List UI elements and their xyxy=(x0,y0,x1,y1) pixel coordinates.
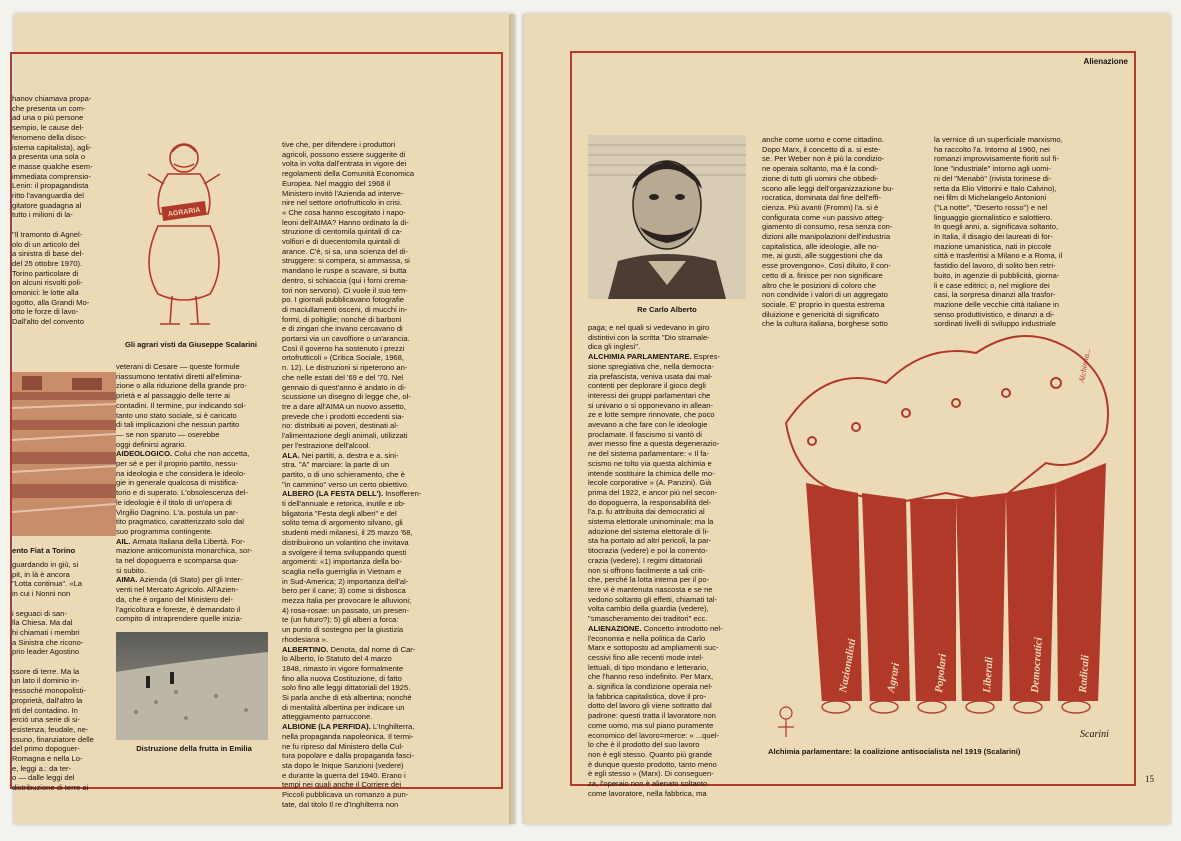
entry-heading-line xyxy=(282,722,454,732)
text-line: altro che le posizioni di coloro che xyxy=(762,280,876,290)
text-line: In quegli anni, a. significava soltanto, xyxy=(934,222,1059,232)
text-line: buito, in agenzie di pubblicità, giorna- xyxy=(934,270,1060,280)
text-line: fastidio del lavoro, di solito ben retri- xyxy=(934,261,1056,271)
text-line: esistenza, feudale, ne- xyxy=(12,724,89,734)
text-line: Ministero invitò l'Azienda ad interve- xyxy=(282,188,404,198)
cartoon-label-liberali: Liberali xyxy=(981,656,996,694)
text-line: oggi definirsi agrario. xyxy=(116,439,187,449)
text-line: na ideologia e che considera le ideolo- xyxy=(116,468,246,478)
text-line: e, leggi a.: da ter- xyxy=(12,763,72,773)
text-line: adozione del sistema elettorale di li- xyxy=(588,526,709,536)
text-line: come uomo, ma sul piano puramente xyxy=(588,720,714,730)
text-line: compito di intraprendere quelle inizia- xyxy=(116,614,243,624)
text-line: esse provengono». Così diluito, il con- xyxy=(762,261,891,271)
text-line: lla Chiesa. Ma dal xyxy=(12,618,73,628)
text-line: o — dalle leggi del xyxy=(12,773,75,783)
text-line: un punto di sostegno per la giustizia xyxy=(282,625,404,635)
text-line: venti nel Mercato Agricolo. All'Azien- xyxy=(116,585,239,595)
text-line: « Che cosa hanno escogitato i napo- xyxy=(282,207,406,217)
text-line: riassumono tentativi diretti all'elimina- xyxy=(116,371,242,381)
text-line: proclamate. Il fascismo si vantò di xyxy=(588,429,702,439)
text-line: non si offrono facilmente a tali criti- xyxy=(588,565,706,575)
text-line: l'agricoltura e foreste, è demandato il xyxy=(116,604,241,614)
entry-heading-line xyxy=(116,575,272,585)
text-line: prima del 1922, e ancor più nel secon- xyxy=(588,487,718,497)
text-line: dica gli inglesi". xyxy=(588,342,641,352)
text-line: hi chiamati i membri xyxy=(12,627,80,637)
text-line: "Il tramonto di Agnel- xyxy=(12,229,83,239)
text-line: 1848, rimasto in vigore formalmente xyxy=(282,663,404,673)
text-line: gitatore guadagna al xyxy=(12,200,82,210)
text-line: volta in volta dall'entrata in vigore dei xyxy=(282,159,407,169)
left-page xyxy=(14,14,514,824)
right-page-frame xyxy=(570,51,1136,798)
text-line: immediata comprensio- xyxy=(12,171,91,181)
text-line: tive che, per difendere i produttori xyxy=(282,140,396,149)
text-line: po. I giornali pubblicavano fotografie xyxy=(282,295,405,305)
text-line: sione spregiativa che, nella democra- xyxy=(588,361,714,371)
text-line: agricoli, possono essere suggerite di xyxy=(282,149,406,159)
frutta-photo xyxy=(116,632,268,740)
text-line: se. Per Weber non è più la condizio- xyxy=(762,154,885,164)
text-line: del 25 ottobre 1970). xyxy=(12,258,83,268)
text-line: ti dell'annuale e retorica, inutile e ob- xyxy=(282,499,406,509)
text-line: a svolgere il tema sviluppando questi xyxy=(282,547,407,557)
text-line: a Sinistra che ricono- xyxy=(12,637,84,647)
text-line: l'alimentazione degli animali, utilizzati xyxy=(282,431,408,441)
text-line: ortofrutticoli » (Critica Sociale, 1968, xyxy=(282,353,404,363)
text-line: me, ai gusti, alle suggestioni che da xyxy=(762,251,883,261)
text-line: portarsi via un cavolfiore o un'arancia. xyxy=(282,334,410,344)
cartoon-label-democratici: Democratici xyxy=(1029,636,1045,694)
text-line: l'economia e nella politica da Carlo xyxy=(588,633,706,643)
text-line: tre a dare all'AIMA un nuovo assetto, xyxy=(282,401,406,411)
text-line: ("La notte", "Deserto rosso") e nel xyxy=(934,202,1048,212)
text-line: ta nel dopoguerra e scomparsa qua- xyxy=(116,556,239,566)
text-line xyxy=(12,599,116,609)
right-col2-text xyxy=(762,135,926,329)
text-line: — se non sparuto — oserebbe xyxy=(116,429,220,439)
fiat-factory-photo xyxy=(12,372,116,536)
text-line: tutto i milioni di la- xyxy=(12,210,73,220)
text-line: ne del sistema parlamentare: « Il fa- xyxy=(588,449,710,459)
agrari-caricature xyxy=(134,134,234,334)
alchimia-cartoon xyxy=(766,323,1122,743)
text-line: mazione umanistica, nati in piccole xyxy=(934,241,1052,251)
right-page xyxy=(524,14,1170,824)
text-line: ze e lotte sempre rinnovate, che poco xyxy=(588,410,715,420)
text-line xyxy=(12,657,116,667)
text-line: in Sud-America; 2) importanza dell'al- xyxy=(282,576,409,586)
entry-heading-line xyxy=(282,451,454,461)
text-line: città e trasferitisi a Milano e a Roma, il xyxy=(934,251,1063,261)
text-line: Dopo Marx, il concetto di a. si este- xyxy=(762,144,881,154)
text-line: ne fu ripreso dal Ministero della Cul- xyxy=(282,741,404,751)
cartoon-corner-text: Alchimia... xyxy=(1077,347,1093,384)
entry-heading: ALBERTINO. xyxy=(282,644,331,654)
text-line: del primo dopoguer- xyxy=(12,744,80,754)
text-line: crazia (vedere). I regimi dittatoriali xyxy=(588,555,703,565)
text-line: volta cambio della guardia (vedere), xyxy=(588,604,709,614)
text-line: volfiori e di duecentomila quintali di xyxy=(282,237,400,247)
entry-heading: ALBERO (LA FESTA DELL'). xyxy=(282,489,386,499)
entry-heading-line xyxy=(588,352,752,362)
text-line: nei film di Michelangelo Antonioni xyxy=(934,193,1047,203)
text-line: n. 12). Le distruzioni si ripeterono an- xyxy=(282,363,408,373)
text-line: omonici: le lotte alla xyxy=(12,288,79,298)
text-line: ressoché monopolisti- xyxy=(12,686,86,696)
text-line: atteggiamento parruccone. xyxy=(282,712,373,722)
text-line: paga; e nel quali si vedevano in giro xyxy=(588,323,710,332)
entry-heading: AIL. xyxy=(116,536,133,546)
text-line: suo programma contingente. xyxy=(116,526,213,536)
text-line: contadini. Il termine, pur indicando sol- xyxy=(116,400,247,410)
text-line: retta da Elio Vittorini e Italo Calvino), xyxy=(934,183,1057,193)
text-line: ritto l'avanguardia del xyxy=(12,191,84,201)
entry-first-line: Denota, dal nome di Car- xyxy=(330,644,416,654)
text-line: di maciullamenti osceni, di mucchi in- xyxy=(282,304,408,314)
text-line: cienza. Più avanti (Fromm) l'a. si è xyxy=(762,202,879,212)
text-line: do dopoguerra, la responsabilità del- xyxy=(588,497,712,507)
text-line: "smascheramento dei traditori" ecc. xyxy=(588,614,708,624)
text-line: prevede che i prodotti eccedenti sia- xyxy=(282,411,404,421)
text-line: nti del contadino. In xyxy=(12,705,78,715)
text-line: istema capitalista), agli- xyxy=(12,142,92,152)
text-line: romanzi improvvisamente fioriti sul fi- xyxy=(934,154,1059,164)
caption-alchimia: Alchimia parlamentare: la coalizione antisocialista nel 1919 (Scalarini) xyxy=(768,747,1021,756)
text-line: cessivi fino alle recenti mode intel- xyxy=(588,652,704,662)
text-line: argomenti: «1) importanza della bo- xyxy=(282,557,402,567)
text-line: ogotto, alla Grandi Mo- xyxy=(12,297,90,307)
text-line: nella propaganda napoleonica. Il termi- xyxy=(282,731,414,741)
text-line: la vernice di un superficiale marxismo, xyxy=(934,135,1063,144)
text-line: è egli stesso » (Marx). Di conseguen- xyxy=(588,769,714,779)
text-line: scono alle leggi dell'organizzazione bu- xyxy=(762,183,894,193)
text-line: distintivi con la scritta "Dio stramale- xyxy=(588,332,710,342)
cartoon-signature: Scarini xyxy=(1080,729,1109,740)
text-line: proprietà, dall'altro la xyxy=(12,695,83,705)
right-col3-text xyxy=(934,135,1118,329)
agraria-label: AGRARIA xyxy=(167,206,201,219)
text-line: linguaggio giornalistico e salottiero. xyxy=(934,212,1053,222)
text-line: Piccoli pubblicava un romanzo a pun- xyxy=(282,790,409,800)
text-line: in Italia, il disagio dei laureati di for- xyxy=(934,232,1053,242)
text-line: casi, la sorpresa dinanzi alla trasfor- xyxy=(934,290,1056,300)
text-line: veterani di Cesare — queste formule xyxy=(116,362,240,371)
entry-heading-line xyxy=(588,624,752,634)
text-line: mazione delle vecchie città italiane in xyxy=(934,299,1059,309)
text-line: on alcuni risvolti poli- xyxy=(12,278,83,288)
text-line: torio e di superato. L'obsolescenza del- xyxy=(116,488,248,498)
entry-heading-line xyxy=(282,489,454,499)
entry-first-line: Colui che non accetta, xyxy=(174,449,250,459)
text-line: per l'estrazione dell'alcool. xyxy=(282,440,371,450)
text-line: senso produttivistico, e dinanzi a di- xyxy=(934,309,1055,319)
caption-scalarini: Gli agrari visti da Giuseppe Scalarini xyxy=(124,340,258,349)
text-line: Si parla anche di età albertina; nonché xyxy=(282,693,412,703)
text-line: e masse qualche esem- xyxy=(12,161,93,171)
text-line: non è egli stesso. Quanto più grande xyxy=(588,749,713,759)
text-line: le ideologie è il titolo di un'opera di xyxy=(116,497,232,507)
text-line: lo che è il prodotto del suo lavoro xyxy=(588,740,700,750)
text-line: Romagna e nella Lo- xyxy=(12,754,83,764)
text-line: tanto uno stato sociale, si è caricato xyxy=(116,410,237,420)
text-line: dotto del lavoro gli viene sottratto dal xyxy=(588,701,712,711)
text-line: si subito. xyxy=(116,565,146,575)
carlo-alberto-portrait xyxy=(588,135,746,299)
section-tag: Alienazione xyxy=(1083,57,1128,66)
text-line: tito pragmatico, caratterizzato solo dal xyxy=(116,517,244,527)
text-line: hanov chiamava propa- xyxy=(12,94,92,103)
text-line: arance. C'è, si sa, una scienza del di- xyxy=(282,246,408,256)
page-number: 15 xyxy=(1145,774,1154,784)
text-line: a presenta una sola o xyxy=(12,152,86,162)
text-line: i seguaci di san- xyxy=(12,608,67,618)
text-line: a sinistra di base del- xyxy=(12,249,84,259)
text-line: stra. "A" marciare: la parte di un xyxy=(282,460,390,470)
entry-first-line: Concetto introdotto nel- xyxy=(643,623,723,633)
text-line: solito tema di argomento silvano, gli xyxy=(282,518,403,528)
text-line: non condivide i valori di un aggregato xyxy=(762,290,888,300)
text-line: solo fino alle leggi dittatoriali del 1925. xyxy=(282,683,411,693)
text-line: padrone: questi tratta il lavoratore non xyxy=(588,711,716,721)
text-line: lecole corporative » (A. Panzini). Già xyxy=(588,478,712,488)
text-line: te (un futuro?); 5) gli alberi a forca: xyxy=(282,615,399,625)
text-line: 4) rosa-rosae: un passato, un presen- xyxy=(282,605,410,615)
text-line: Così il governo ha sostenuto i prezzi xyxy=(282,343,405,353)
text-line: tere vi è mantenuta nascosta e se ne xyxy=(588,584,713,594)
text-line: leoni dell'AIMA? Hanno ordinato la di- xyxy=(282,217,409,227)
text-line: titocrazia (vedere) e poi la corrento- xyxy=(588,546,708,556)
text-line: tempi nei quali anche il Corriere dei xyxy=(282,780,402,790)
text-line: studenti medi milanesi, il 25 marzo '68, xyxy=(282,528,413,538)
text-line: interessi dei gruppi parlamentari che xyxy=(588,390,711,400)
entry-first-line: L'Inghilterra, xyxy=(372,722,415,732)
cartoon-label-nazionalisti: Nazionalisti xyxy=(837,637,859,694)
text-line: za, l'operaio non è alienato soltanto xyxy=(588,779,708,789)
text-line: ssuno, finanziatore delle xyxy=(12,734,94,744)
text-line: capitalistica, alle ideologie, alle no- xyxy=(762,241,879,251)
text-line: dentro, si schiaccia (qui i forni crema- xyxy=(282,275,408,285)
text-line: e di zingari che invano cercavano di xyxy=(282,324,403,334)
text-line: tura popolare e dalla propaganda fasci- xyxy=(282,751,415,761)
left-col1-bottom-text xyxy=(12,560,116,793)
left-col2-text xyxy=(116,362,272,624)
text-line: sempio, le cause del- xyxy=(12,123,84,133)
left-page-frame xyxy=(10,52,503,809)
text-line: zia prefascista, veniva usata dai mal- xyxy=(588,371,713,381)
text-line: ni del "Menabò" (rivista torinese di- xyxy=(934,173,1052,183)
cartoon-label-agrari: Agrari xyxy=(885,661,903,694)
text-line: formi, di poltiglie; nonché di barboni xyxy=(282,314,402,324)
text-line: è dunque questo prodotto, tanto meno xyxy=(588,759,717,769)
text-line: tate, dal titolo Il re d'Inghilterra non xyxy=(282,799,399,809)
text-line: ne operaia soltanto, ma è la condi- xyxy=(762,164,879,174)
text-line: Europea. Nel maggio del 1968 il xyxy=(282,178,391,188)
text-line: diluizione e genericità di significato xyxy=(762,309,879,319)
text-line: un lato il dominio in- xyxy=(12,676,80,686)
text-line: distribuzione di terre ai xyxy=(12,783,89,793)
right-col1-text xyxy=(588,323,752,798)
text-line: prietà e al passaggio delle terre ai xyxy=(116,391,230,401)
text-line: cetto di a. finisce per non significare xyxy=(762,270,883,280)
entry-heading: AIDEOLOGICO. xyxy=(116,449,175,459)
text-line: sistema elettorale uninominale; ma la xyxy=(588,517,714,527)
text-line: pit, in là è ancora xyxy=(12,569,70,579)
text-line: Virgilio Dagnino. L'a. postula un par- xyxy=(116,507,239,517)
text-line: tori non servono). Ci vuole il suo tem- xyxy=(282,285,408,295)
text-line: Marx e sottoposto ad ampliamenti suc- xyxy=(588,643,719,653)
text-line: ha raccolto l'a. Intorno al 1960, nei xyxy=(934,144,1050,154)
text-line: rhodesiana ». xyxy=(282,634,329,644)
text-line: sta dopo le Inique Sanzioni (vedere) xyxy=(282,761,404,770)
text-line: mazione anticomunista monarchica, sor- xyxy=(116,546,253,556)
caption-fiat: ento Fiat a Torino xyxy=(12,546,76,555)
text-line: bligatoria "Festa degli alberi" e del xyxy=(282,508,397,518)
caption-carlo-alberto: Re Carlo Alberto xyxy=(637,305,697,314)
text-line: ssore di terre. Ma la xyxy=(12,666,80,676)
text-line: Torino particolare di xyxy=(12,268,79,278)
text-line: avevano a che fare con le ideologie xyxy=(588,420,708,430)
entry-heading-line xyxy=(116,537,272,547)
text-line: olo di un articolo del xyxy=(12,239,80,249)
text-line: dizioni alle manipolazioni dell'industria xyxy=(762,232,891,242)
text-line: lone "industriale" intorno agli uomi- xyxy=(934,164,1051,174)
text-line: otto le forze di lavo- xyxy=(12,307,79,317)
caption-frutta: Distruzione della frutta in Emilia xyxy=(136,744,252,753)
text-line: sta ha portato ad altri pericoli, la par- xyxy=(588,536,712,546)
text-line xyxy=(12,220,116,230)
entry-first-line: Azienda (di Stato) per gli Inter- xyxy=(139,575,243,585)
text-line: economico del lavoro=merce: « ...quel- xyxy=(588,730,720,740)
text-line: bero per il cane; 3) come si disbosca xyxy=(282,586,406,596)
text-line: Lenin: il propagandista xyxy=(12,181,89,191)
text-line: a. significa la condizione operaia nel- xyxy=(588,682,713,692)
text-line: partito, o di uno schieramento, che è xyxy=(282,469,405,479)
text-line: di tali implicazioni che nessun partito xyxy=(116,420,240,430)
text-line: fenomeno della disoc- xyxy=(12,132,87,142)
entry-first-line: Insofferen- xyxy=(385,489,422,499)
text-line: prio leader Agostino xyxy=(12,647,80,657)
text-line: "in cammino" verso un certo obiettivo. xyxy=(282,479,409,489)
text-line: si univano o si opponevano in allean- xyxy=(588,400,713,410)
text-line: regolamenti della Comunità Economica xyxy=(282,169,415,179)
text-line: distribuirono un volantino che invitava xyxy=(282,537,409,547)
text-line: vedono soltanto gli effetti, chiamati tal- xyxy=(588,594,718,604)
text-line: in cui i Nonni non xyxy=(12,589,71,599)
text-line: sordinati livelli di sviluppo industriale xyxy=(934,319,1056,329)
text-line: contenti per deplorare il gioco degli xyxy=(588,381,706,391)
text-line: "Lotta continua". «La xyxy=(12,579,82,589)
text-line: gie in generale qualcosa di mistifica- xyxy=(116,478,239,488)
text-line: zione di tutti gli uomini che obbedi- xyxy=(762,173,879,183)
text-line: li e case editrici; o, nel migliore dei xyxy=(934,280,1050,290)
text-line: guardando in giù, si xyxy=(12,560,79,569)
text-line: intende sostituire la chimica delle mo- xyxy=(588,468,715,478)
text-line: scismo ne tolto via questa alchimia e xyxy=(588,458,712,468)
text-line: la fabbrica capitalistica, dove il pro- xyxy=(588,691,707,701)
text-line: mandano le ruspe a scavare, si butta xyxy=(282,266,407,276)
text-line: ad una o più persone xyxy=(12,113,84,123)
text-line: no: distribuiti ai poveri, destinati al- xyxy=(282,421,399,431)
entry-first-line: Espres- xyxy=(693,352,720,362)
text-line: aver messo fine a questa degenerazio- xyxy=(588,439,720,449)
entry-heading: ALCHIMIA PARLAMENTARE. xyxy=(588,352,694,362)
text-line: nire nel settore ortofrutticolo in crisi. xyxy=(282,198,402,208)
text-line: struzione di centomila quintali di ca- xyxy=(282,227,403,237)
entry-first-line: Armata Italiana della Libertà. For- xyxy=(132,536,246,546)
text-line: anche come uomo e come cittadino. xyxy=(762,135,884,144)
text-line: come lavoratore, nella fabbrica, ma xyxy=(588,788,707,798)
text-line: che nelle estati del '69 e del '70. Nel xyxy=(282,372,404,382)
text-line: gennaio di quest'anno è andato in di- xyxy=(282,382,407,392)
entry-first-line: Nei partiti, a. destra e a. sini- xyxy=(301,450,399,460)
text-line: che presenta un com- xyxy=(12,103,86,113)
text-line: di mentalità albertina per indicare un xyxy=(282,702,405,712)
text-line: che la cultura italiana, borghese sotto xyxy=(762,319,888,329)
text-line: struggere: si compera, si ammassa, si xyxy=(282,256,410,266)
text-line: da, che è organo del Ministero del- xyxy=(116,594,233,604)
text-line: che, perché la lotta interna per il po- xyxy=(588,575,710,585)
cartoon-label-radicali: Radicali xyxy=(1077,654,1092,694)
text-line: che l'hanno reso indefinito. Per Marx, xyxy=(588,672,714,682)
left-col3-text xyxy=(282,140,454,810)
text-line: mezza Italia per provocare le alluvioni; xyxy=(282,596,412,606)
text-line: sociale. E' proprio in questa estrema xyxy=(762,299,885,309)
text-line: Dall'alto del convento xyxy=(12,317,84,327)
text-line: erciò una serie di si- xyxy=(12,715,80,725)
text-line: rocratica, dominata dal fine dell'effi- xyxy=(762,193,882,203)
entry-heading-line xyxy=(116,449,272,459)
text-line: fino alla nuova Costituzione, di fatto xyxy=(282,673,402,683)
text-line: zione o alla riduzione della grande pro- xyxy=(116,381,247,391)
text-line: scussione un disegno di legge che, ol- xyxy=(282,392,411,402)
entry-heading-line xyxy=(282,645,454,655)
text-line: giamento di consumo, resa senza con- xyxy=(762,222,893,232)
text-line: lo Alberto, lo Statuto del 4 marzo xyxy=(282,654,392,664)
left-col1-top-text xyxy=(12,94,116,327)
text-line: per sé e per il proprio partito, nessu- xyxy=(116,459,238,469)
entry-heading: AIMA. xyxy=(116,575,140,585)
text-line: e durante la guerra del 1940. Erano i xyxy=(282,770,406,780)
text-line: configurata come «un passivo atteg- xyxy=(762,212,885,222)
entry-heading: ALBIONE (LA PERFIDA). xyxy=(282,722,373,732)
cartoon-label-popolari: Popolari xyxy=(933,653,950,694)
entry-heading: ALIENAZIONE. xyxy=(588,623,644,633)
text-line: l'a.p. fu attribuita dai democratici al xyxy=(588,507,705,517)
entry-heading: ALA. xyxy=(282,450,302,460)
text-line: lettuali, di tipo mondano e letterario, xyxy=(588,662,709,672)
text-line: scaglia nella guerriglia in Vietnam e xyxy=(282,566,402,576)
